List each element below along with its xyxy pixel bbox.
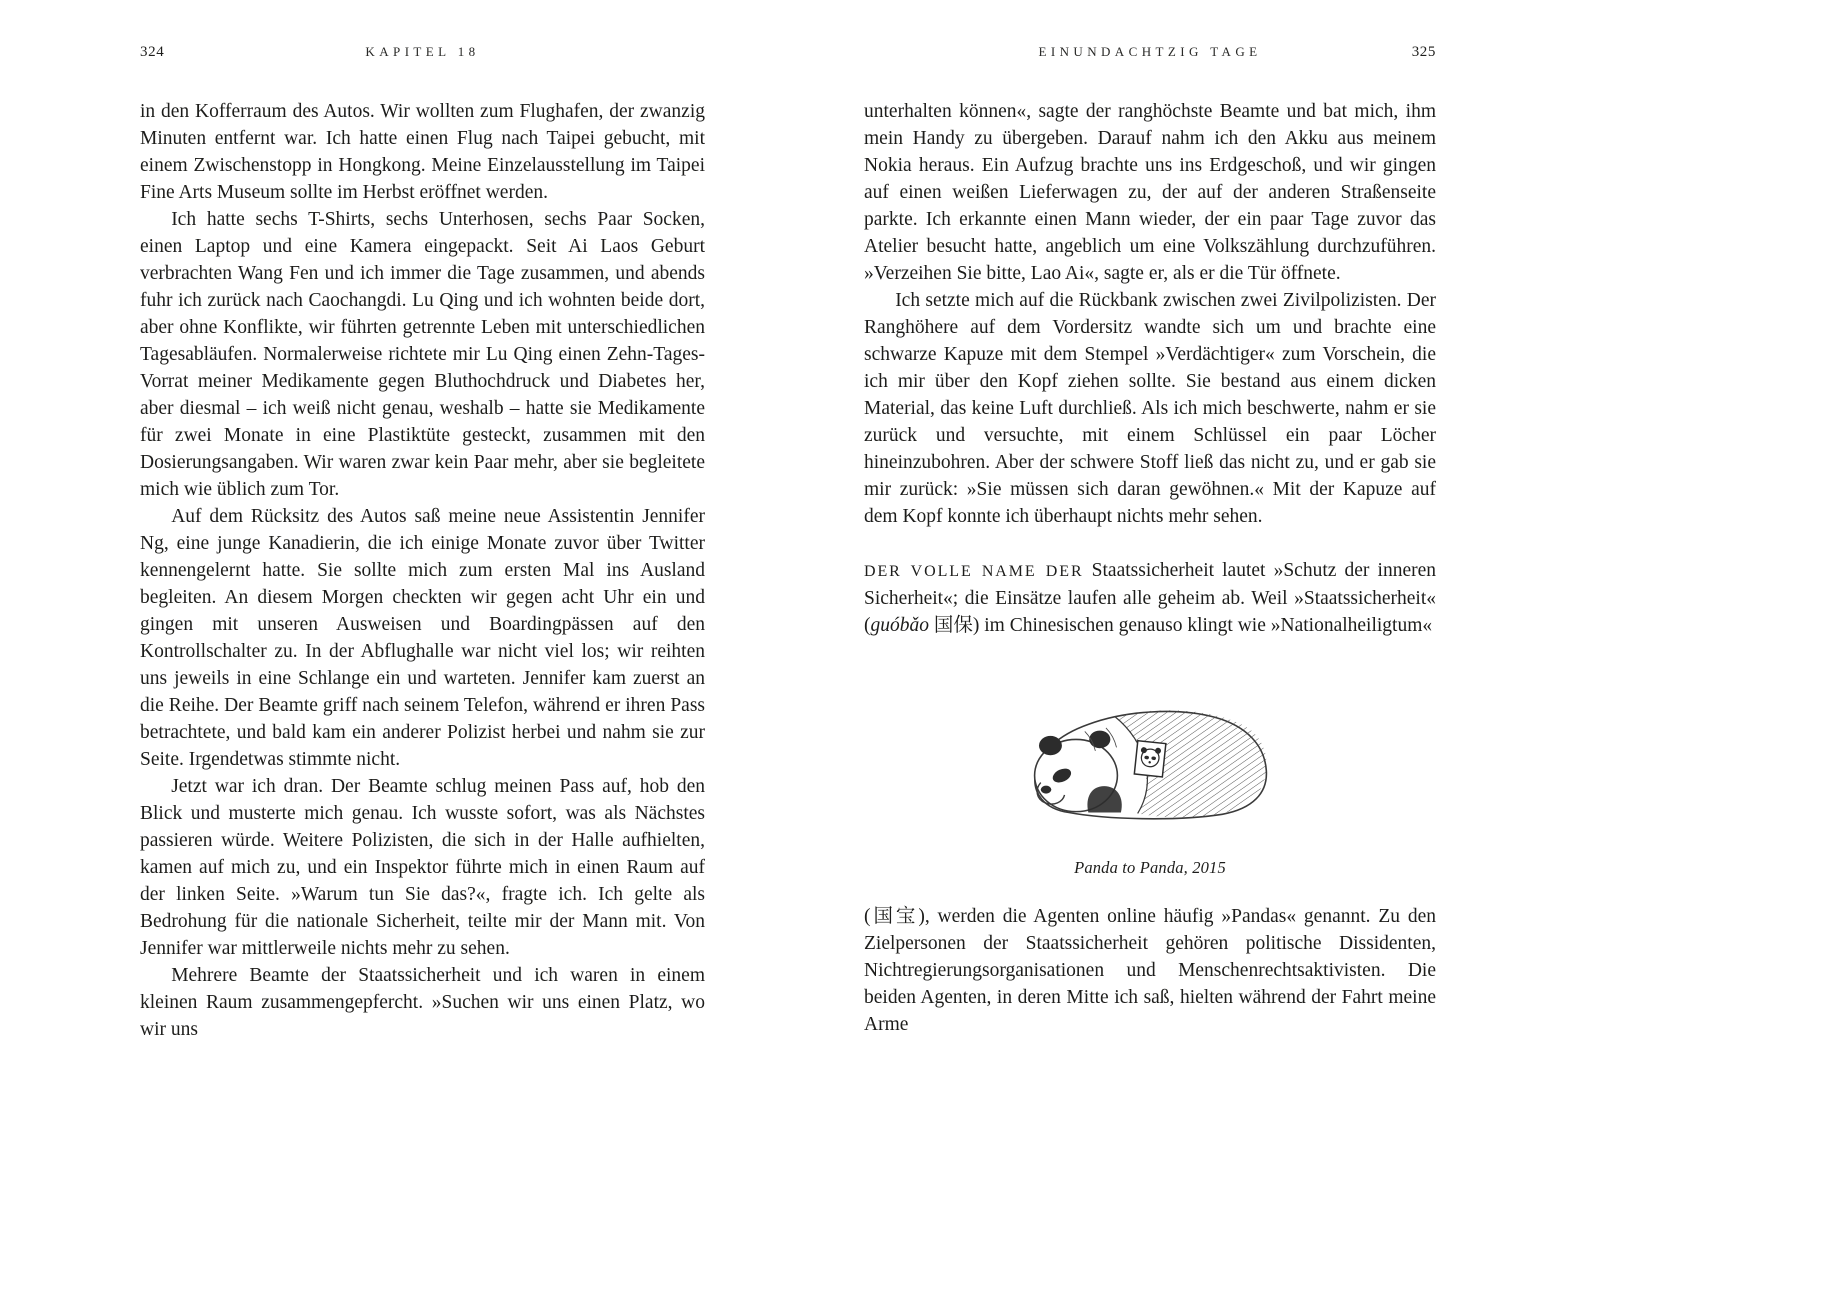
section-text: 国保) im Chinesischen genauso klingt wie »Nationalheiligtum« [929,615,1433,636]
paragraph: (国宝), werden die Agenten online häufig »Pandas« genannt. Zu den Zielpersonen der Staatssicherheit gehören politische Dissidenten, Nichtregierungsorganisationen und Menschenrechtsaktivisten. Die beiden Agenten, in deren Mitte ich saß, hielten während der Fahrt meine Arme [864,906,1436,1035]
page-header-left [140,44,705,64]
paragraph: Auf dem Rücksitz des Autos saß meine neue Assistentin Jennifer Ng, eine junge Kanadierin, die ich einige Monate zuvor über Twitter kennengelernt hatte. Sie sollte mich zum ersten Mal ins Ausland begleiten. An diesem Morgen checkten wir gegen acht Uhr ein und gingen mit unseren Ausweisen und Boardingpässen auf den Kontrollschalter zu. In der Abflughalle war nicht viel los; wir reihten uns jeweils in eine Schlange ein und warteten. Jennifer kam zuerst an die Reihe. Der Beamte griff nach seinem Telefon, während er ihren Pass betrachtete, und bald kam ein anderer Polizist herbei und nahm sie zur Seite. Irgendetwas stimmte nicht. [140,506,705,770]
paragraph: in den Kofferraum des Autos. Wir wollten zum Flughafen, der zwanzig Minuten entfernt war. Ich hatte einen Flug nach Taipei gebucht, mit einem Zwischenstopp in Hongkong. Meine Einzelausstellung im Taipei Fine Arts Museum sollte im Herbst eröffnet werden. [140,101,705,203]
panda-illustration [990,661,1310,881]
paragraph: Jetzt war ich dran. Der Beamte schlug meinen Pass auf, hob den Blick und musterte mich genau. Ich wusste sofort, was als Nächstes passieren würde. Weitere Polizisten, die sich in der Halle aufhielten, kamen auf mich zu, und ein Inspektor führte mich in einen Raum auf der linken Seite. »Warum tun Sie das?«, fragte ich. Ich gelte als Bedrohung für die nationale Sicherheit, teilte mir der Mann mit. Von Jennifer war mittlerweile nichts mehr zu sehen. [140,776,705,959]
text-column-left [140,98,705,1043]
paragraph: unterhalten können«, sagte der ranghöchste Beamte und bat mich, ihm mein Handy zu übergeben. Darauf nahm ich den Akku aus meinem Nokia heraus. Ein Aufzug brachte uns ins Erdgeschoß, und wir gingen auf einen weißen Lieferwagen zu, der auf der anderen Straßenseite parkte. Ich erkannte einen Mann wieder, der ein paar Tage zuvor das Atelier besucht hatte, angeblich um eine Volkszählung durchzuführen. »Verzeihen Sie bitte, Lao Ai«, sagte er, als er die Tür öffnete. [864,101,1436,284]
paragraph: Ich setzte mich auf die Rückbank zwischen zwei Zivilpolizisten. Der Ranghöhere auf dem Vordersitz wandte sich um und brachte eine schwarze Kapuze mit dem Stempel »Verdächtiger« zum Vorschein, die ich mir über den Kopf ziehen sollte. Sie bestand aus einem dicken Material, das keine Luft durchließ. Als ich mich beschwerte, nahm er sie zurück und versuchte, mit einem Schlüssel ein paar Löcher hineinzubohren. Aber der schwere Stoff ließ das nicht zu, und er gab sie mir zurück: »Sie müssen sich daran gewöhnen.« Mit der Kapuze auf dem Kopf konnte ich überhaupt nichts mehr sehen. [864,290,1436,527]
page-number-left: 324 [140,44,165,60]
page-header-right [864,44,1436,64]
paragraph: Mehrere Beamte der Staatssicherheit und ich waren in einem kleinen Raum zusammengepfercht. »Suchen wir uns einen Platz, wo wir uns [140,965,705,1040]
running-head-right: EINUNDACHTZIG TAGE [1038,44,1262,59]
text-column-right [864,98,1436,1038]
section-paragraph [864,557,1436,639]
running-head-left: KAPITEL 18 [365,44,480,59]
section-italic-term: guóbǎo [870,615,929,636]
page-number-right: 325 [1411,44,1436,60]
section-lead-smallcaps: DER VOLLE NAME DER [864,563,1084,580]
page-right [864,44,1436,1038]
figure-caption: Panda to Panda, 2015 [1074,858,1226,877]
panda-sketch-drawing [1000,661,1300,846]
paragraph: Ich hatte sechs T-Shirts, sechs Unterhosen, sechs Paar Socken, einen Laptop und eine Kamera eingepackt. Seit Ai Laos Geburt verbrachten Wang Fen und ich immer die Tage zusammen, und abends fuhr ich zurück nach Caochangdi. Lu Qing und ich wohnten beide dort, aber ohne Konflikte, wir führten getrennte Leben mit unterschiedlichen Tagesabläufen. Normalerweise richtete mir Lu Qing einen Zehn-Tages-Vorrat meiner Medikamente gegen Bluthochdruck und Diabetes her, aber diesmal – ich weiß nicht genau, weshalb – hatte sie Medikamente für zwei Monate in eine Plastiktüte gesteckt, zusammen mit den Dosierungsangaben. Wir waren zwar kein Paar mehr, aber sie begleitete mich wie üblich zum Tor. [140,209,705,500]
page-left [140,44,705,1043]
section-text: Staatssicherheit lautet »Schutz der inneren Sicherheit«; die Einsätze laufen alle geheim ab. Weil »Staatssicherheit« ( [864,560,1436,636]
panda-card [1134,741,1166,777]
